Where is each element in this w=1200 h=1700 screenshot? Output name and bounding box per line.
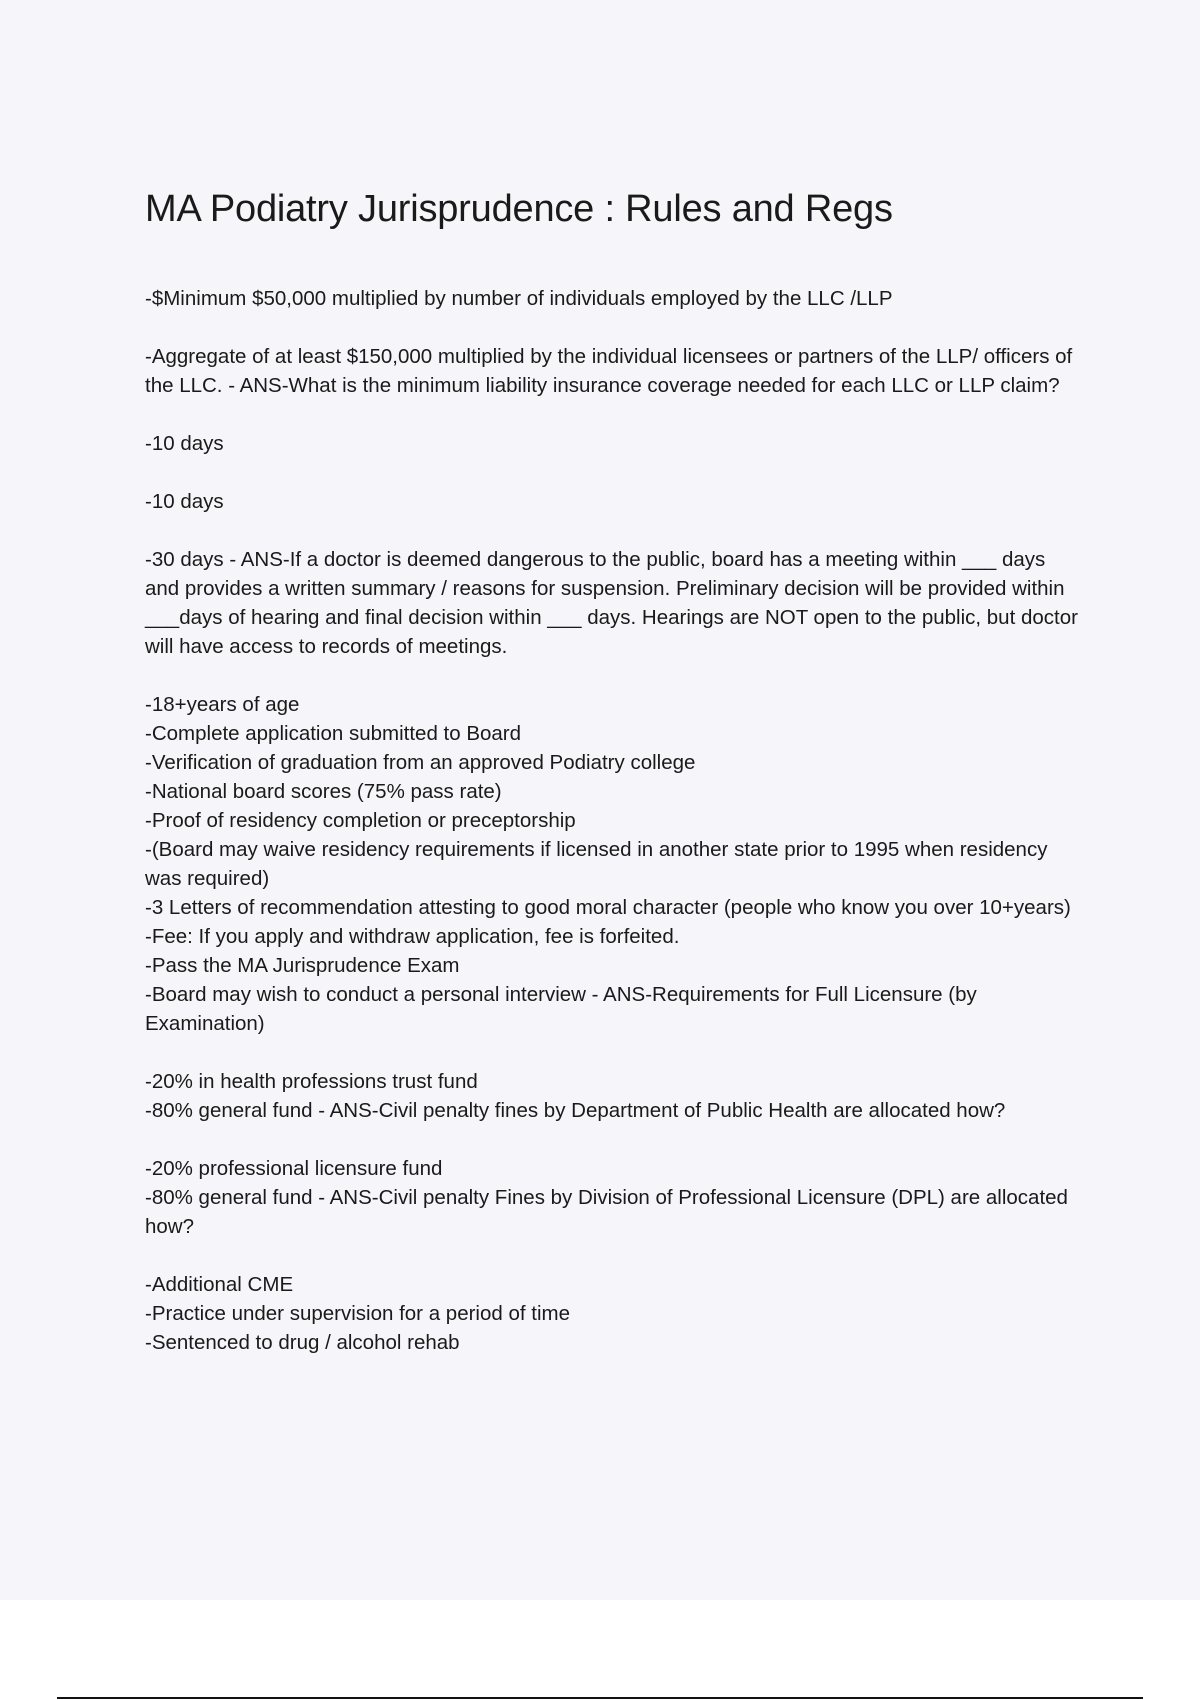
paragraph-line: -20% professional licensure fund xyxy=(145,1157,443,1180)
paragraph-line: -80% general fund - ANS-Civil penalty fines by Department of Public Health are allocated how? xyxy=(145,1099,1006,1122)
paragraph xyxy=(145,429,1085,458)
paragraph-line: -10 days xyxy=(145,490,224,513)
paragraph-line: -Aggregate of at least $150,000 multiplied by the individual licensees or partners of the LLP/ officers of the LLC. - ANS-What is the minimum liability insurance coverage needed for each LLC or LLP claim? xyxy=(145,345,1073,397)
paragraph-line: -80% general fund - ANS-Civil penalty Fines by Division of Professional Licensure (DPL) are allocated how? xyxy=(145,1186,1068,1238)
paragraph-line: -Proof of residency completion or preceptorship xyxy=(145,809,576,832)
footer-divider xyxy=(57,1697,1143,1699)
paragraph-line: -Verification of graduation from an approved Podiatry college xyxy=(145,751,696,774)
paragraph xyxy=(145,1270,1085,1357)
page-title: MA Podiatry Jurisprudence : Rules and Regs xyxy=(145,188,893,230)
paragraph xyxy=(145,1154,1085,1241)
paragraph xyxy=(145,487,1085,516)
paragraph-line: -20% in health professions trust fund xyxy=(145,1070,478,1093)
paragraph-line: -Practice under supervision for a period of time xyxy=(145,1302,571,1325)
paragraph-line: -Sentenced to drug / alcohol rehab xyxy=(145,1331,460,1354)
paragraph-line: -(Board may waive residency requirements if licensed in another state prior to 1995 when residency was required) xyxy=(145,838,1048,890)
paragraph-line: -Board may wish to conduct a personal interview - ANS-Requirements for Full Licensure (by Examination) xyxy=(145,983,977,1035)
paragraph-line: -Additional CME xyxy=(145,1273,294,1296)
paragraph-line: -3 Letters of recommendation attesting to good moral character (people who know you over 10+years) xyxy=(145,896,1071,919)
paragraph xyxy=(145,690,1085,1038)
paragraph xyxy=(145,342,1085,400)
paragraph-line: -18+years of age xyxy=(145,693,300,716)
paragraph-line: -Pass the MA Jurisprudence Exam xyxy=(145,954,460,977)
paragraph-line: -$Minimum $50,000 multiplied by number of individuals employed by the LLC /LLP xyxy=(145,287,893,310)
paragraph-line: -National board scores (75% pass rate) xyxy=(145,780,502,803)
paragraph-line: -10 days xyxy=(145,432,224,455)
document-content xyxy=(145,184,1085,1386)
paragraph-line: -Fee: If you apply and withdraw application, fee is forfeited. xyxy=(145,925,680,948)
paragraph-line: -Complete application submitted to Board xyxy=(145,722,522,745)
paragraph-line: -30 days - ANS-If a doctor is deemed dangerous to the public, board has a meeting within ___ days and provides a written summary / reasons for suspension. Preliminary decision will be provided within ___days of hearing and final decision within ___ days. Hearings are NOT open to the public, but doctor will have access to records of meetings. xyxy=(145,548,1078,658)
paragraph xyxy=(145,284,1085,313)
paragraph xyxy=(145,545,1085,661)
paragraph xyxy=(145,1067,1085,1125)
